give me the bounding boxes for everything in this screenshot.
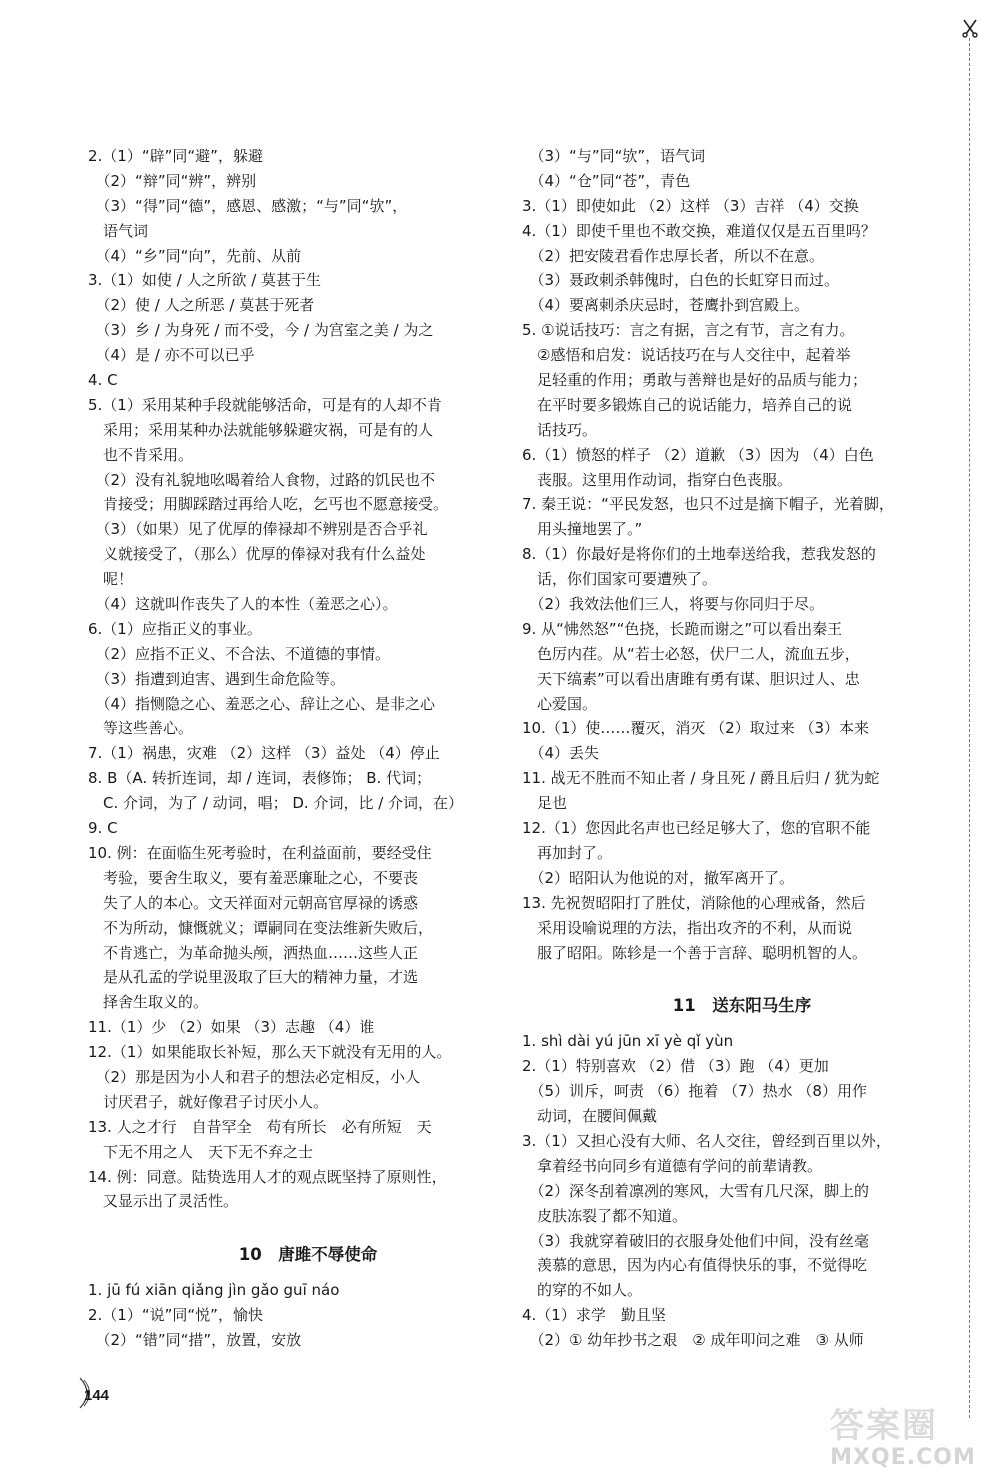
answer-line: （3）指遭到迫害、遇到生命危险等。 <box>88 669 346 688</box>
answer-line: 3.（1）又担心没有大师、名人交往，曾经到百里以外， <box>522 1131 891 1150</box>
answer-line: 9. C <box>88 819 118 838</box>
answer-line: 失了人的本心。文天祥面对元朝高官厚禄的诱惑 <box>88 893 419 912</box>
answer-line: 足轻重的作用；勇敢与善辩也是好的品质与能力； <box>522 371 868 390</box>
answer-line: 话，你们国家可要遭殃了。 <box>522 570 718 589</box>
answer-line: 用头撞地罢了。” <box>522 520 643 539</box>
answer-line: 再加封了。 <box>522 843 613 862</box>
watermark-logo: 答案圈 <box>830 1406 938 1446</box>
answer-line: （4）这就叫作丧失了人的本性（羞恶之心）。 <box>88 595 398 614</box>
answer-line: 天下缟素”可以看出唐雎有勇有谋、胆识过人、忠 <box>522 669 860 688</box>
answer-line: 13. 先祝贺昭阳打了胜仗，消除他的心理戒备，然后 <box>522 893 866 912</box>
answer-line: 7. 秦王说：“平民发怒，也只不过是摘下帽子，光着脚， <box>522 495 894 514</box>
answer-line: 采用；采用某种办法就能够躲避灾祸，可是有的人 <box>88 420 434 439</box>
answer-line: 皮肤冻裂了都不知道。 <box>522 1206 688 1225</box>
answer-line: （2）没有礼貌地吆喝着给人食物，过路的饥民也不 <box>88 470 436 489</box>
answer-line: ②感悟和启发：说话技巧在与人交往中，起着举 <box>522 346 851 365</box>
answer-line: 10. 例：在面临生死考验时，在利益面前，要经受住 <box>88 843 432 862</box>
watermark-url: MXQE.COM <box>830 1445 976 1470</box>
answer-line: （2）应指不正义、不合法、不道德的事情。 <box>88 644 391 663</box>
answer-line: 4.（1）即使千里也不敢交换，难道仅仅是五百里吗？ <box>522 221 876 240</box>
answer-line: 9. 从“怫然怒”“色挠，长跪而谢之”可以看出秦王 <box>522 619 843 638</box>
answer-line: 义就接受了，（那么）优厚的俸禄对我有什么益处 <box>88 545 426 564</box>
answer-line: （2）“辩”同“辨”，辨别 <box>88 171 257 190</box>
answer-line: 在平时要多锻炼自己的说话能力，培养自己的说 <box>522 395 853 414</box>
answer-line: （3）我就穿着破旧的衣服身处他们中间，没有丝毫 <box>522 1231 870 1250</box>
answer-line: 是从孔孟的学说里汲取了巨大的精神力量，才选 <box>88 968 419 987</box>
answer-line: 的穿的不如人。 <box>522 1281 643 1300</box>
answer-line: 4. C <box>88 371 118 390</box>
answer-line: 羡慕的意思，因为内心有值得快乐的事，不觉得吃 <box>522 1256 868 1275</box>
answer-line: （3）（如果）见了优厚的俸禄却不辨别是否合乎礼 <box>88 520 428 539</box>
answer-line: 3.（1）即使如此 （2）这样 （3）吉祥 （4）交换 <box>522 196 859 215</box>
answer-line: 14. 例：同意。陆贽选用人才的观点既坚持了原则性， <box>88 1167 447 1186</box>
answer-line: （4）要离刺杀庆忌时，苍鹰扑到宫殿上。 <box>522 296 810 315</box>
answer-line: 3.（1）如使 / 人之所欲 / 莫甚于生 <box>88 271 322 290</box>
answer-line: （5）训斥，呵责 （6）拖着 （7）热水 （8）用作 <box>522 1082 867 1101</box>
answer-line: 择舍生取义的。 <box>88 993 209 1012</box>
answer-line: 不肯逃亡，为革命抛头颅，洒热血……这些人正 <box>88 943 419 962</box>
answer-line: 拿着经书向同乡有道德有学问的前辈请教。 <box>522 1156 823 1175</box>
answer-line: 11.（1）少 （2）如果 （3）志趣 （4）谁 <box>88 1018 375 1037</box>
answer-line: 4.（1）求学 勤且坚 <box>522 1306 666 1325</box>
answer-line: 11. 战无不胜而不知止者 / 身且死 / 爵且后归 / 犹为蛇 <box>522 769 880 788</box>
answer-line: （4）指恻隐之心、羞恶之心、辞让之心、是非之心 <box>88 694 436 713</box>
scissors-icon <box>960 18 980 38</box>
answer-line: 丧服。这里用作动词，指穿白色丧服。 <box>522 470 793 489</box>
answer-line: 13. 人之才行 自昔罕全 苟有所长 必有所短 天 <box>88 1117 432 1136</box>
left-section-10-answers <box>88 1278 528 1353</box>
answer-line: 12.（1）您因此名声也已经足够大了，您的官职不能 <box>522 819 871 838</box>
answer-line: （2）昭阳认为他说的对，撤军离开了。 <box>522 868 795 887</box>
answer-line: 6.（1）应指正义的事业。 <box>88 619 262 638</box>
answer-line: 色厉内荏。从“若士必怒，伏尸二人，流血五步， <box>522 644 860 663</box>
answer-line: 又显示出了灵活性。 <box>88 1192 239 1211</box>
answer-line: （4）“仓”同“苍”，青色 <box>522 171 691 190</box>
answer-line: 话技巧。 <box>522 420 598 439</box>
answer-line: C. 介词，为了 / 动词，唱； D. 介词，比 / 介词，在） <box>88 794 464 813</box>
answer-line: 语气词 <box>88 221 149 240</box>
answer-line: （2）深冬刮着凛冽的寒风，大雪有几尺深，脚上的 <box>522 1181 870 1200</box>
answer-line: 1. jū fú xiān qiǎng jìn gǎo guī náo <box>88 1281 340 1300</box>
page-number: 144 <box>84 1387 110 1404</box>
answer-line: 2.（1）特别喜欢 （2）借 （3）跑 （4）更加 <box>522 1057 829 1076</box>
answer-line: 1. shì dài yú jūn xī yè qǐ yùn <box>522 1032 734 1051</box>
answer-line: 不为所动，慷慨就义；谭嗣同在变法维新失败后， <box>88 918 434 937</box>
answer-line: 等这些善心。 <box>88 719 194 738</box>
right-section-11-answers <box>522 1029 962 1353</box>
answer-line: 8.（1）你最好是将你们的土地奉送给我，惹我发怒的 <box>522 545 876 564</box>
answer-line: （2）那是因为小人和君子的想法必定相反，小人 <box>88 1067 421 1086</box>
answer-line: （2）“错”同“措”，放置，安放 <box>88 1331 302 1350</box>
answer-line: （3）“与”同“欤”，语气词 <box>522 147 706 165</box>
answer-line: （2）把安陵君看作忠厚长者，所以不在意。 <box>522 246 825 265</box>
section-heading-11: 11 送东阳马生序 <box>672 996 812 1016</box>
answer-line: 2.（1）“说”同“悦”，愉快 <box>88 1306 263 1325</box>
answer-line: 呢！ <box>88 570 134 589</box>
left-answers <box>88 144 528 1214</box>
answer-line: 肯接受；用脚踩踏过再给人吃，乞丐也不愿意接受。 <box>88 495 449 514</box>
answer-line: （2）① 幼年抄书之艰 ② 成年叩问之难 ③ 从师 <box>522 1331 864 1350</box>
right-answers <box>522 144 962 965</box>
answer-line: 足也 <box>522 794 568 813</box>
answer-line: 12.（1）如果能取长补短，那么天下就没有无用的人。 <box>88 1043 452 1062</box>
watermark <box>818 1398 988 1470</box>
left-column <box>88 144 528 1353</box>
answer-line: 8. B（A. 转折连词，却 / 连词，表修饰； B. 代词； <box>88 769 432 788</box>
answer-line: 2.（1）“辟”同“避”，躲避 <box>88 147 263 165</box>
answer-line: 服了昭阳。陈轸是一个善于言辞、聪明机智的人。 <box>522 943 868 962</box>
answer-line: 采用设喻说理的方法，指出攻齐的不利，从而说 <box>522 918 853 937</box>
answer-line: （3）聂政刺杀韩傀时，白色的长虹穿日而过。 <box>522 271 840 290</box>
answer-line: 5.（1）采用某种手段就能够活命，可是有的人却不肯 <box>88 395 442 414</box>
answer-line: 5. ①说话技巧：言之有据，言之有节，言之有力。 <box>522 321 855 340</box>
answer-line: （2）使 / 人之所恶 / 莫甚于死者 <box>88 296 315 315</box>
right-column <box>522 144 962 1353</box>
answer-line: 讨厌君子，就好像君子讨厌小人。 <box>88 1092 329 1111</box>
answer-line: （3）乡 / 为身死 / 而不受，今 / 为宫室之美 / 为之 <box>88 321 434 340</box>
answer-line: 下无不用之人 天下无不弃之士 <box>88 1142 314 1161</box>
answer-line: （4）丢失 <box>522 744 600 763</box>
answer-line: 也不肯采用。 <box>88 445 194 464</box>
answer-line: （4）是 / 亦不可以已乎 <box>88 346 255 365</box>
answer-line: 心爱国。 <box>522 694 598 713</box>
answer-line: （2）我效法他们三人，将要与你同归于尽。 <box>522 595 825 614</box>
answer-line: （4）“乡”同“向”，先前、从前 <box>88 246 302 265</box>
answer-line: 10.（1）使……覆灭，消灭 （2）取过来 （3）本来 <box>522 719 870 738</box>
answer-line: 动词，在腰间佩戴 <box>522 1107 658 1126</box>
cut-line <box>969 38 970 1418</box>
answer-line: 6.（1）愤怒的样子 （2）道歉 （3）因为 （4）白色 <box>522 445 874 464</box>
answer-line: （3）“得”同“德”，感恩、感激；“与”同“欤”， <box>88 196 408 215</box>
answer-line: 考验，要舍生取义，要有羞恶廉耻之心，不要丧 <box>88 868 419 887</box>
section-heading-10: 10 唐雎不辱使命 <box>238 1245 378 1265</box>
answer-line: 7.（1）祸患，灾难 （2）这样 （3）益处 （4）停止 <box>88 744 440 763</box>
